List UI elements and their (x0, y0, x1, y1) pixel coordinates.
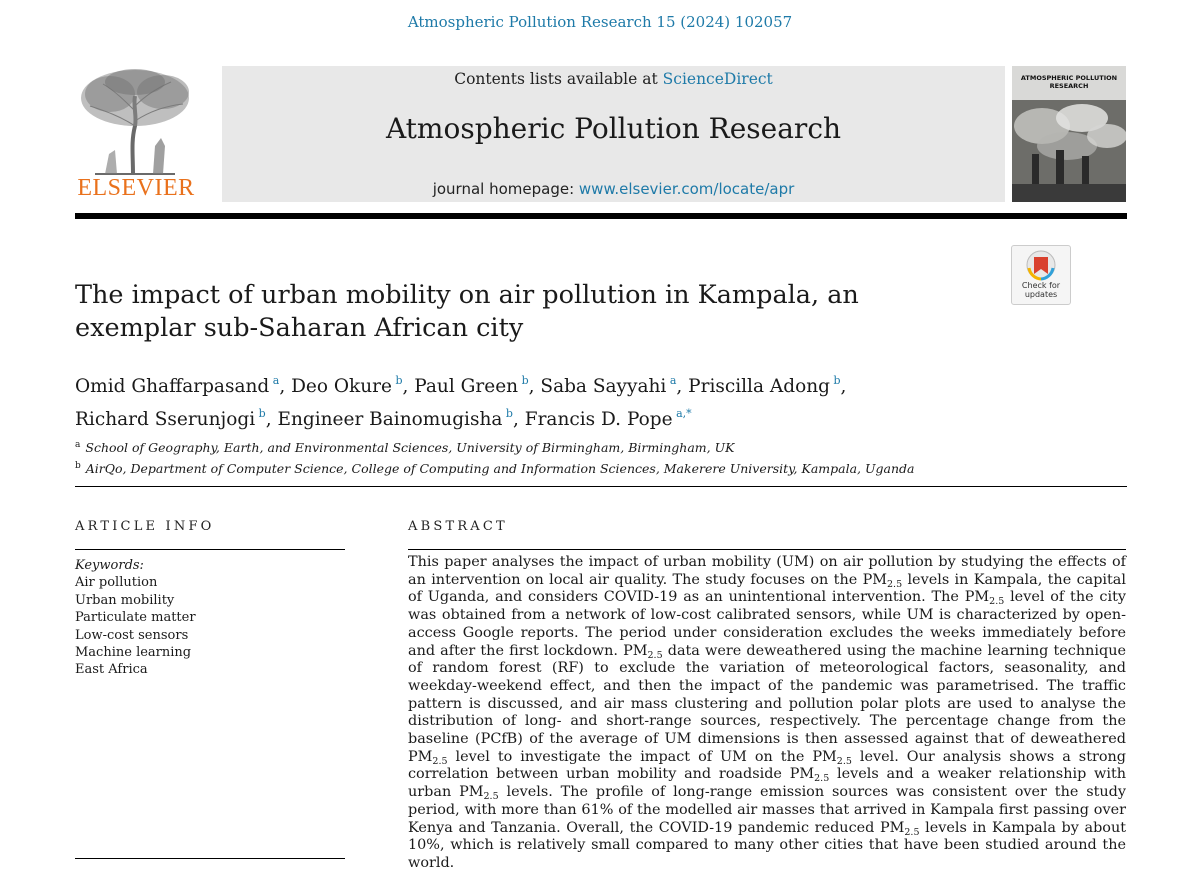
author-name[interactable]: Engineer Bainomugisha (277, 409, 503, 430)
author-name[interactable]: Paul Green (414, 376, 519, 397)
author-list: Omid Ghaffarpasand $^a$, Deo Okure $^b$, Paul Green $^b$, Saba Sayyahi $^a$, Priscilla Adong $^b$, Richard Sserunjogi $^b$, Engineer Bainomugisha $^b$, Francis D. Pope $^{a,*}$ (75, 374, 847, 430)
abstract-body: This paper analyses the impact of urban mobility (UM) on air pollution by studying the effects of an intervention on local air quality. The study focuses on the $PM_{2.5}$ levels in Kampala, the capital of Uganda, and considers COVID-19 as an unintentional intervention. The $PM_{2.5}$ level of the city was obtained from a network of low-cost calibrated sensors, while UM is characterized by open-access Google reports. The period under consideration excludes the weeks immediately before and after the first lockdown. $PM_{2.5}$ data were deweathered using the machine learning technique of random forest (RF) to exclude the variation of meteorological factors, seasonality, and weekday-weekend effect, and then the impact of the pandemic was parametrised. The traffic pattern is discussed, and air mass clustering and pollution polar plots are used to analyse the distribution of long- and short-range sources, respectively. The percentage change from the baseline (PCfB) of the average of UM dimensions is then assessed against that of deweathered $PM_{2.5}$ level to investigate the impact of UM on the $PM_{2.5}$ level. Our analysis shows a strong correlation between urban mobility and roadside $PM_{2.5}$ levels and a weaker relationship with urban $PM_{2.5}$ levels. The profile of long-range emission sources was consistent over the study period, with more than 61% of the modelled air masses that arrived in Kampala first passing over Kenya and Tanzania. Overall, the COVID-19 pandemic reduced $PM_{2.5}$ levels in Kampala by about 10%, which is relatively small compared to many other cities that have been studied around the world. (408, 554, 1127, 871)
homepage-prefix: journal homepage: (432, 180, 575, 198)
keyword-item: Particulate matter (75, 610, 196, 626)
sciencedirect-link[interactable]: ScienceDirect (662, 70, 773, 88)
elsevier-wordmark: ELSEVIER (77, 175, 195, 201)
author-affiliation-marker[interactable]: b (829, 374, 841, 387)
smokestack-icon (1012, 66, 1126, 202)
keyword-item: East Africa (75, 662, 148, 678)
contents-prefix: Contents lists available at (454, 70, 658, 88)
article-info-rule (75, 549, 345, 550)
author-name[interactable]: Saba Sayyahi (540, 376, 667, 397)
elsevier-logo[interactable] (75, 66, 197, 204)
cover-title: ATMOSPHERIC POLLUTION RESEARCH (1020, 74, 1118, 90)
keyword-item: Low-cost sensors (75, 627, 189, 643)
abstract-rule (408, 549, 1126, 550)
journal-banner (222, 66, 1005, 202)
keywords-block (75, 557, 345, 679)
keyword-item: Machine learning (75, 645, 192, 661)
article-info-heading: ARTICLE INFO (75, 519, 215, 534)
journal-name: Atmospheric Pollution Research (385, 112, 842, 145)
affiliation-item: $^a$ School of Geography, Earth, and Environmental Sciences, University of Birmingham, Birmingham, UK (75, 440, 735, 455)
homepage-line (222, 180, 1005, 198)
journal-citation-link[interactable]: Atmospheric Pollution Research 15 (2024) 102057 (407, 13, 793, 31)
contents-line (222, 70, 1005, 88)
author-name[interactable]: Francis D. Pope (524, 409, 673, 430)
abstract-heading: ABSTRACT (408, 519, 508, 534)
journal-homepage-link[interactable]: www.elsevier.com/locate/apr (578, 180, 795, 198)
header-divider (75, 213, 1127, 219)
masthead (75, 66, 1127, 204)
author-name[interactable]: Deo Okure (291, 376, 392, 397)
author-affiliation-marker[interactable]: b (391, 374, 403, 387)
crossmark-label: Check for updates (1021, 281, 1061, 299)
author-name[interactable]: Priscilla Adong (688, 376, 830, 397)
author-affiliation-marker[interactable]: b (518, 374, 529, 387)
author-affiliation-marker[interactable]: a (269, 374, 280, 387)
author-affiliation-marker[interactable]: b (255, 407, 266, 420)
keywords-label: Keywords: (75, 558, 144, 573)
keyword-item: Air pollution (75, 575, 158, 591)
crossmark-icon (1012, 248, 1070, 284)
affiliation-item: $^b$ AirQo, Department of Computer Science, College of Computing and Information Sciences, Makerere University, Kampala, Uganda (75, 461, 915, 476)
author-name[interactable]: Richard Sserunjogi (75, 409, 256, 430)
author-affiliation-marker[interactable]: a,* (672, 407, 692, 420)
author-name[interactable]: Omid Ghaffarpasand (75, 376, 270, 397)
check-for-updates-badge[interactable] (1011, 245, 1071, 305)
author-affiliation-marker[interactable]: b (502, 407, 513, 420)
article-title: The impact of urban mobility on air pollution in Kampala, an exemplar sub-Saharan African city (75, 280, 859, 343)
elsevier-tree-icon (75, 66, 197, 176)
keywords-bottom-rule (75, 858, 345, 859)
journal-cover-image[interactable] (1012, 66, 1126, 202)
section-divider (75, 486, 1127, 487)
keyword-item: Urban mobility (75, 592, 175, 608)
affiliation-list (75, 436, 1075, 478)
author-affiliation-marker[interactable]: a (666, 374, 677, 387)
